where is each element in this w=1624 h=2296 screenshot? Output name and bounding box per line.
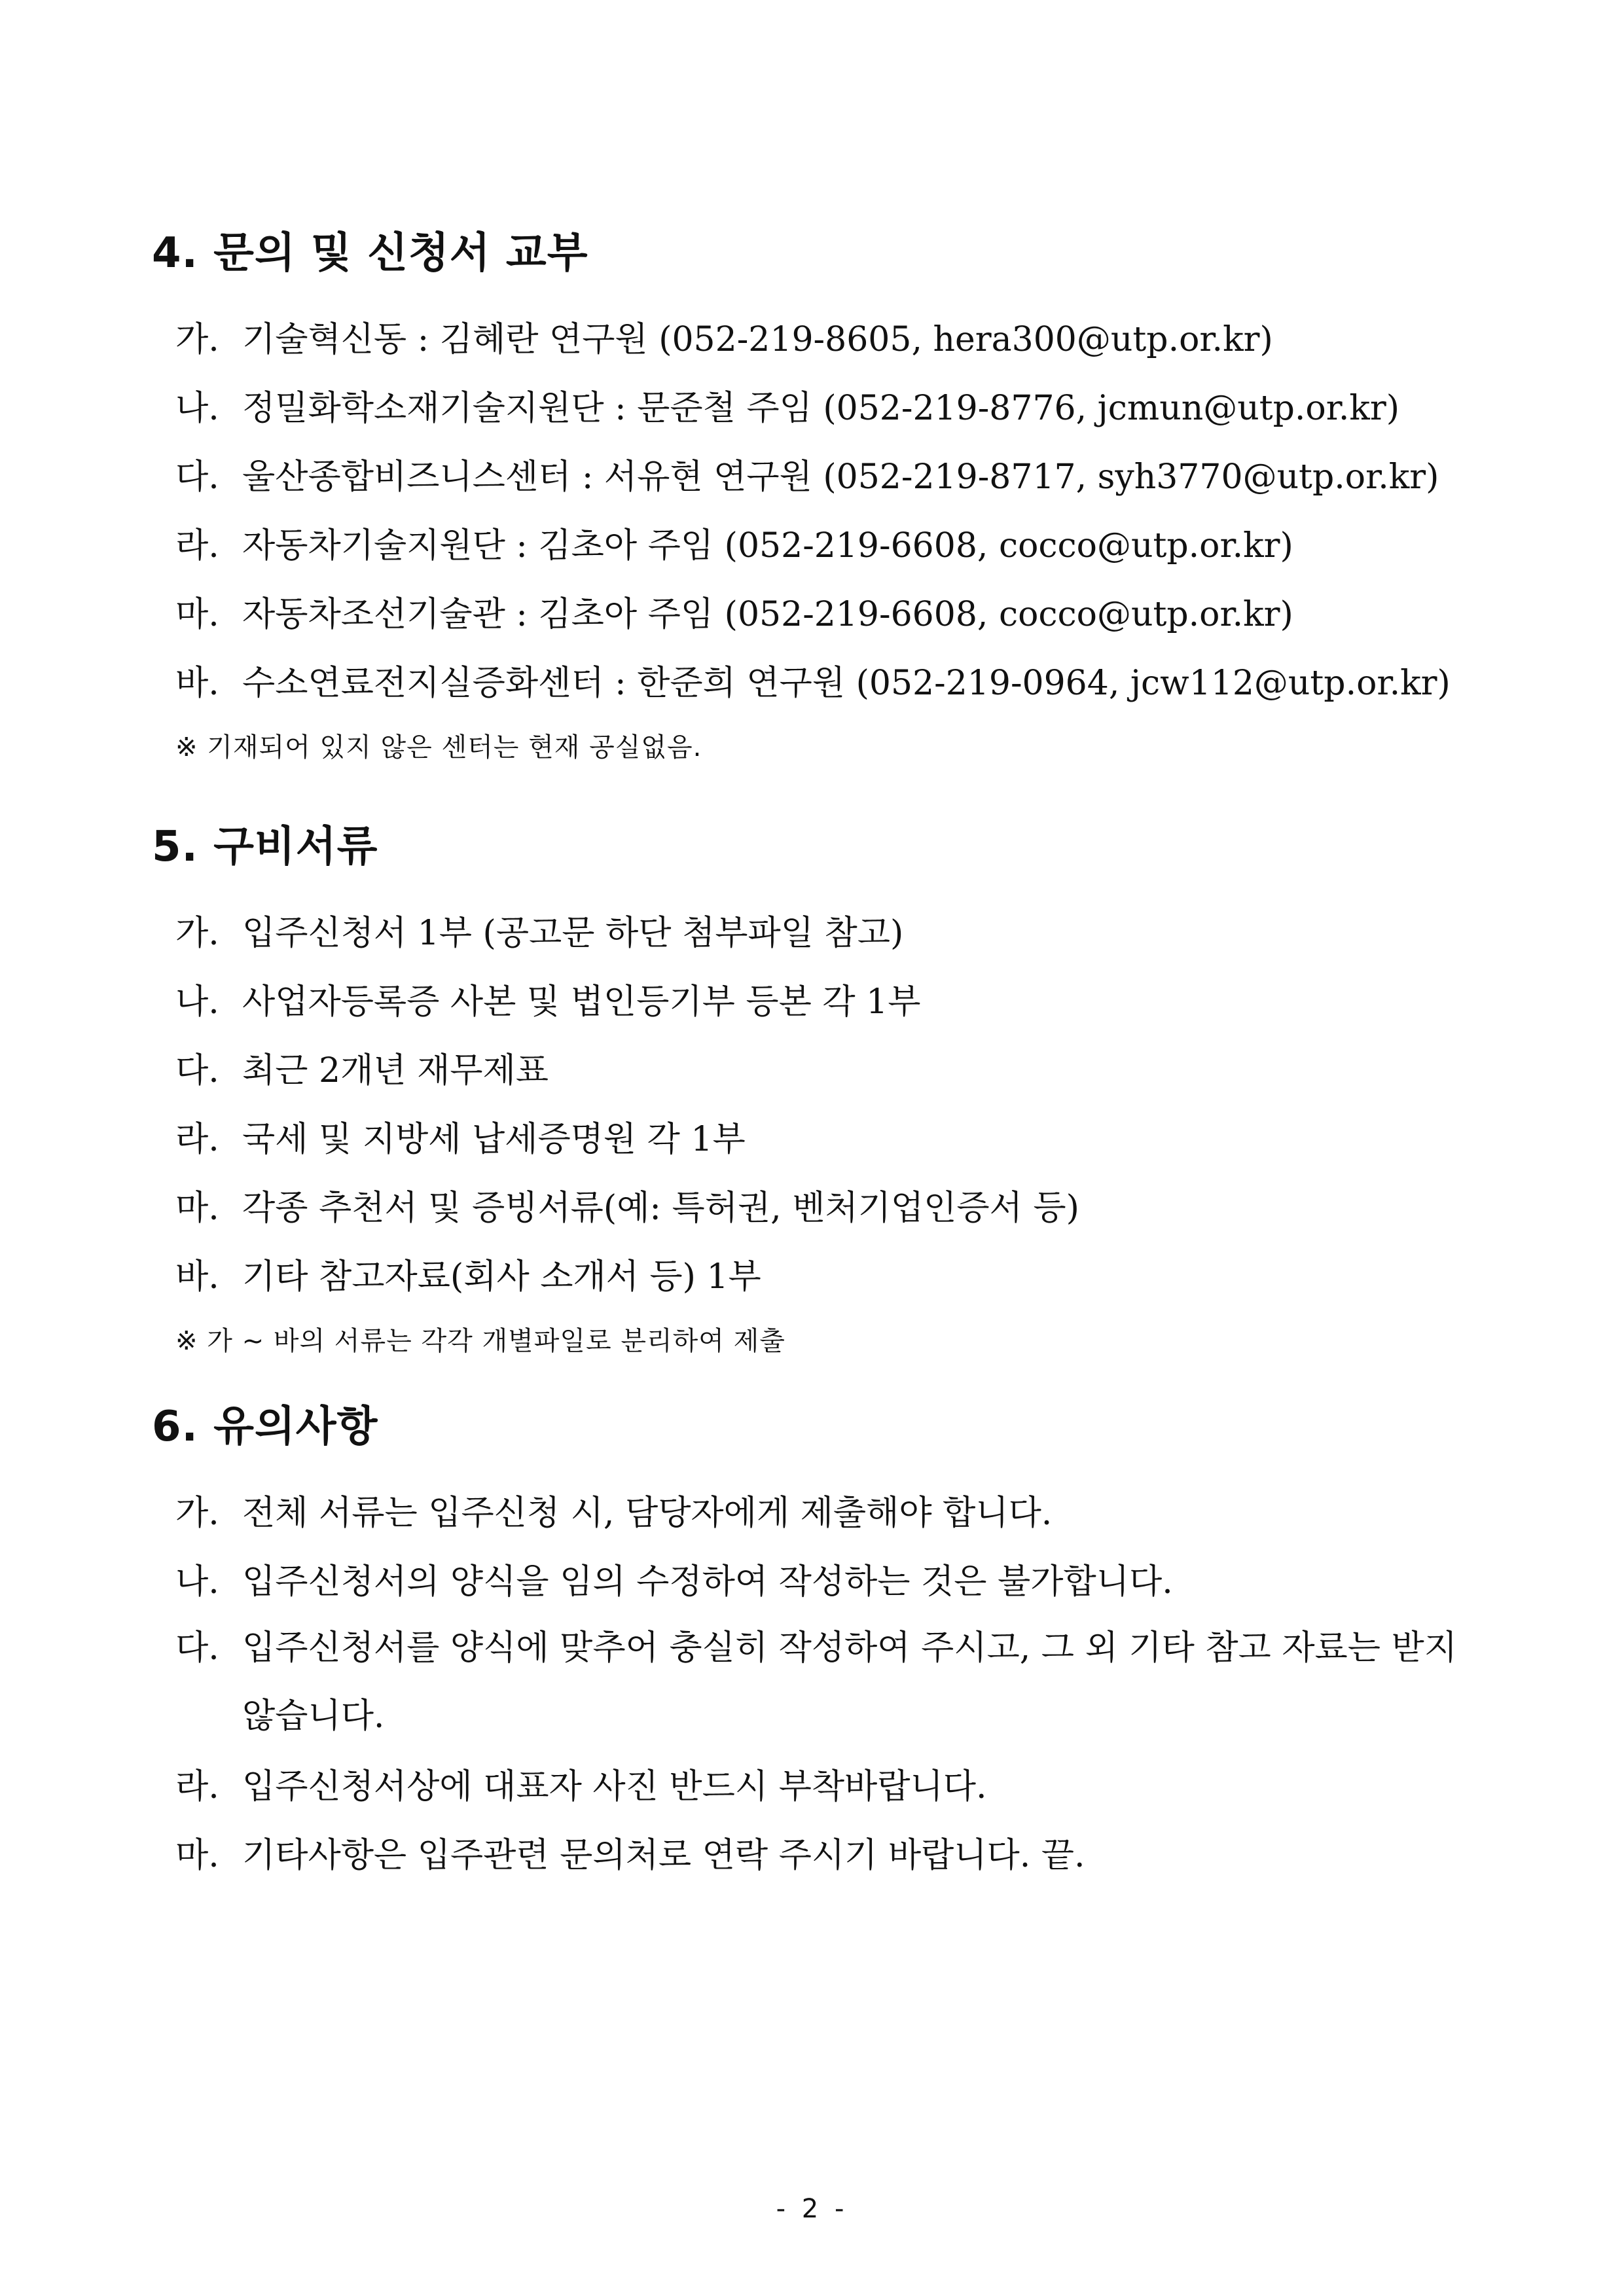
section-title: 4. 문의 및 신청서 교부 — [152, 229, 588, 278]
item-text: 전체 서류는 입주신청 시, 담당자에게 제출해야 합니다. — [242, 1494, 1053, 1533]
item-marker: 다. — [175, 457, 219, 497]
item-text: 국세 및 지방세 납세증명원 각 1부 — [242, 1120, 746, 1159]
section-precautions — [152, 1403, 1487, 1890]
item-text: 수소연료전지실증화센터 : 한준희 연구원 (052-219-0964, jcw112@utp.or.kr) — [242, 664, 1451, 703]
item-text: 입주신청서를 양식에 맞추어 충실히 작성하여 주시고, 그 외 기타 참고 자료는 받지 않습니다. — [242, 1628, 1458, 1736]
item-marker: 나. — [175, 1562, 219, 1602]
page-number: - 2 - — [776, 2194, 848, 2224]
item-marker: 마. — [175, 1189, 219, 1228]
item-text: 기타 참고자료(회사 소개서 등) 1부 — [242, 1257, 761, 1297]
list-item — [152, 1753, 1487, 1821]
item-text: 정밀화학소재기술지원단 : 문준철 주임 (052-219-8776, jcmun@utp.or.kr) — [242, 389, 1400, 428]
item-marker: 가. — [175, 914, 219, 953]
item-marker: 바. — [175, 1257, 219, 1297]
list-item — [152, 1821, 1487, 1890]
item-text: 각종 추천서 및 증빙서류(예: 특허권, 벤처기업인증서 등) — [242, 1189, 1079, 1228]
item-text: 기술혁신동 : 김혜란 연구원 (052-219-8605, hera300@utp.or.kr) — [242, 320, 1273, 359]
contact-list — [152, 306, 1487, 718]
list-item — [152, 968, 1487, 1037]
list-item — [152, 1243, 1487, 1312]
item-marker: 마. — [175, 595, 219, 634]
list-item — [152, 306, 1487, 374]
list-item — [152, 443, 1487, 512]
list-item — [152, 1174, 1487, 1243]
item-text: 입주신청서의 양식을 임의 수정하여 작성하는 것은 불가합니다. — [242, 1562, 1173, 1602]
list-item — [152, 512, 1487, 581]
section-required-documents — [152, 823, 1487, 1371]
item-text: 사업자등록증 사본 및 법인등기부 등본 각 1부 — [242, 982, 921, 1022]
item-marker: 나. — [175, 389, 219, 428]
list-item — [152, 1614, 1487, 1750]
item-marker: 가. — [175, 1494, 219, 1533]
item-text: 기타사항은 입주관련 문의처로 연락 주시기 바랍니다. 끝. — [242, 1836, 1085, 1875]
section-title: 6. 유의사항 — [152, 1403, 378, 1451]
list-item — [152, 1479, 1487, 1548]
section-note: ※ 기재되어 있지 않은 센터는 현재 공실없음. — [175, 732, 702, 762]
item-marker: 가. — [175, 320, 219, 359]
section-contact — [152, 229, 1487, 777]
item-marker: 다. — [175, 1051, 219, 1090]
section-title: 5. 구비서류 — [152, 823, 378, 871]
item-marker: 다. — [175, 1628, 219, 1668]
item-text: 입주신청서상에 대표자 사진 반드시 부착바랍니다. — [242, 1767, 987, 1806]
item-marker: 라. — [175, 526, 219, 565]
item-marker: 나. — [175, 982, 219, 1022]
item-marker: 라. — [175, 1120, 219, 1159]
list-item — [152, 1037, 1487, 1105]
list-item — [152, 374, 1487, 443]
documents-list — [152, 899, 1487, 1312]
list-item — [152, 649, 1487, 718]
precautions-list — [152, 1479, 1487, 1890]
item-text: 울산종합비즈니스센터 : 서유현 연구원 (052-219-8717, syh3770@utp.or.kr) — [242, 457, 1439, 497]
item-text: 최근 2개년 재무제표 — [242, 1051, 549, 1090]
section-note: ※ 가 ~ 바의 서류는 각각 개별파일로 분리하여 제출 — [175, 1326, 785, 1356]
item-text: 입주신청서 1부 (공고문 하단 첨부파일 참고) — [242, 914, 904, 953]
list-item — [152, 1548, 1487, 1617]
list-item — [152, 899, 1487, 968]
list-item — [152, 581, 1487, 649]
list-item — [152, 1105, 1487, 1174]
item-marker: 라. — [175, 1767, 219, 1806]
item-marker: 바. — [175, 664, 219, 703]
item-marker: 마. — [175, 1836, 219, 1875]
item-text: 자동차기술지원단 : 김초아 주임 (052-219-6608, cocco@utp.or.kr) — [242, 526, 1293, 565]
item-text: 자동차조선기술관 : 김초아 주임 (052-219-6608, cocco@utp.or.kr) — [242, 595, 1293, 634]
